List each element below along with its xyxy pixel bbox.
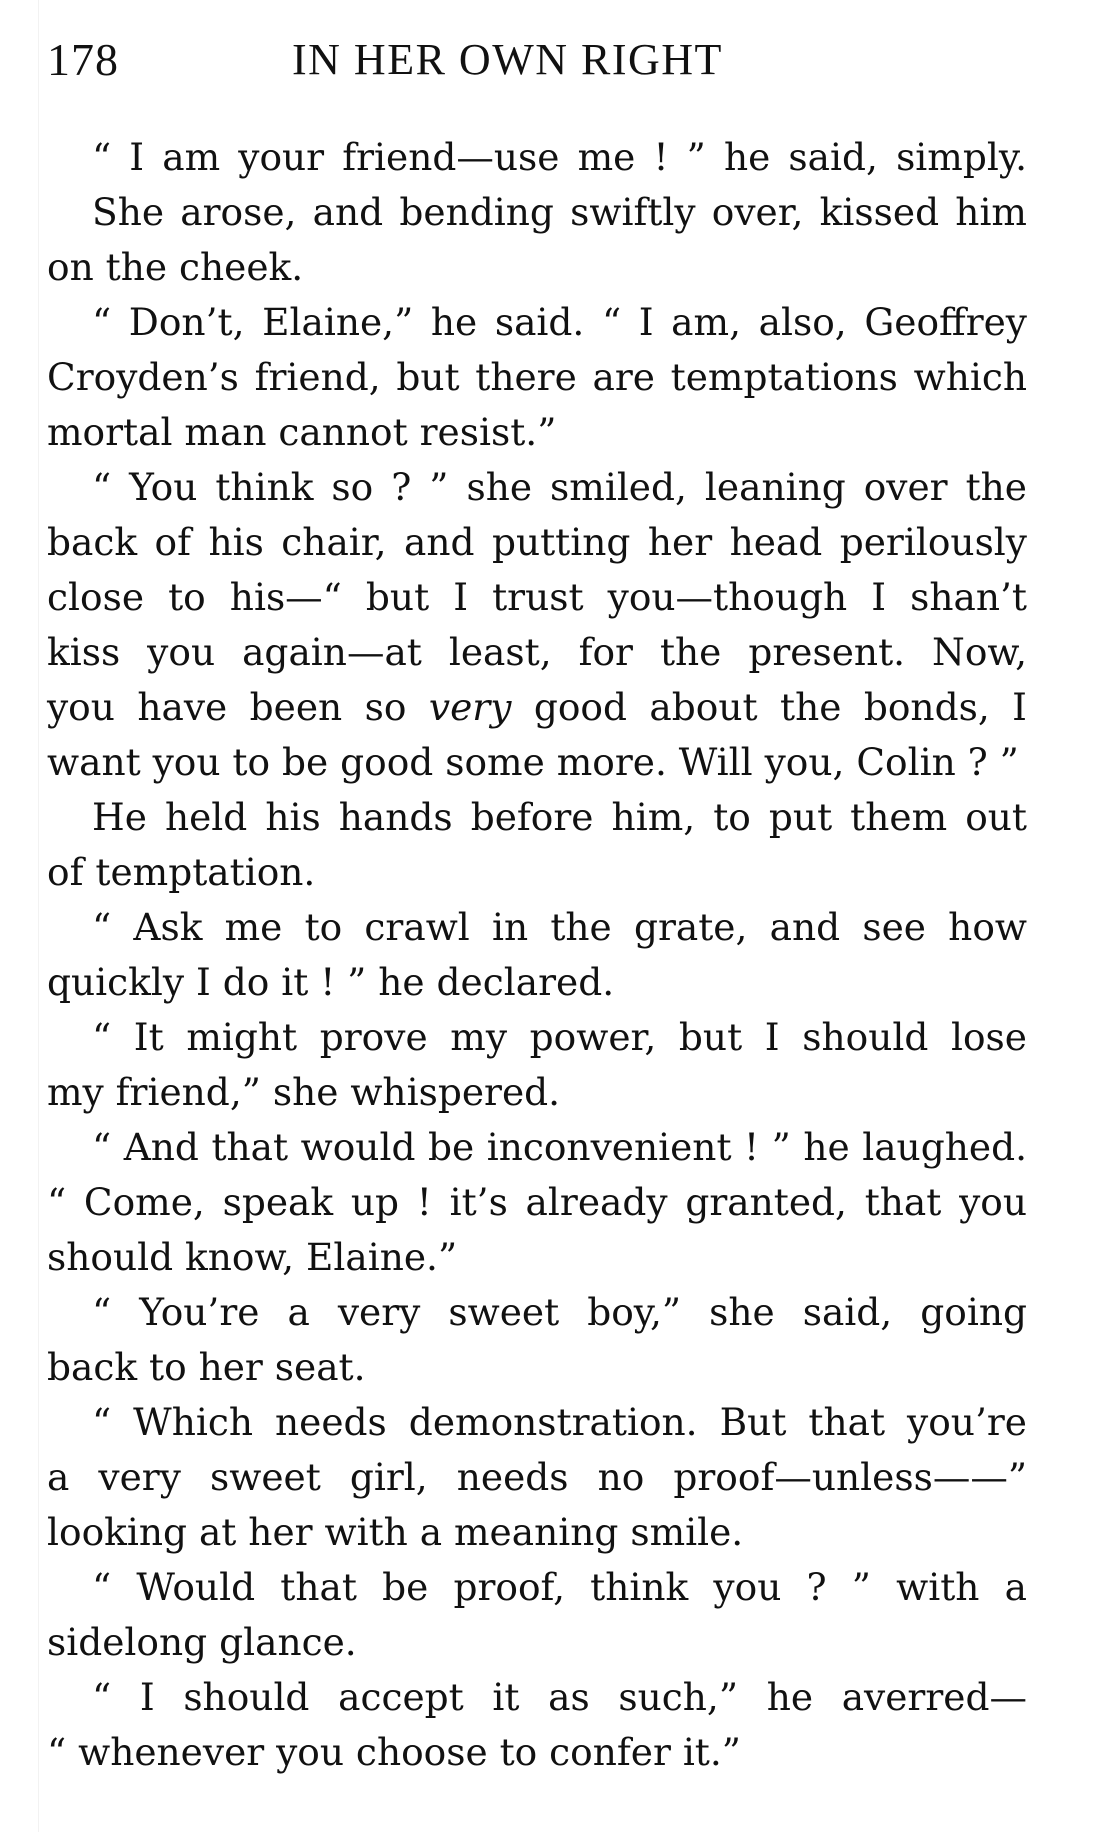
text-line: “ You’re a very sweet boy,” she said, going	[92, 1290, 1027, 1334]
text-line: you have been so very good about the bonds, I	[47, 685, 1027, 729]
text-line: “ You think so ? ” she smiled, leaning over the	[92, 465, 1027, 509]
text-line: “ Don’t, Elaine,” he said. “ I am, also, Geoffrey	[92, 300, 1027, 344]
text-line: She arose, and bending swiftly over, kissed him	[92, 190, 1027, 234]
text-line: looking at her with a meaning smile.	[47, 1510, 744, 1554]
page-edge-shadow	[38, 0, 39, 1832]
text-line: “ It might prove my power, but I should lose	[92, 1015, 1027, 1059]
text-line: “ Come, speak up ! it’s already granted, that you	[47, 1180, 1027, 1224]
page-number: 178	[47, 34, 119, 85]
text-line: “ I should accept it as such,” he averred—	[92, 1675, 1027, 1719]
text-line: back to her seat.	[47, 1345, 366, 1389]
text-line: of temptation.	[47, 850, 316, 894]
text-line: “ Would that be proof, think you ? ” with a	[92, 1565, 1027, 1609]
text-line: a very sweet girl, needs no proof—unless——”	[47, 1455, 1027, 1499]
page-header	[47, 30, 1027, 90]
text-line: “ Which needs demonstration. But that you’re	[92, 1400, 1027, 1444]
text-line: kiss you again—at least, for the present. Now,	[47, 630, 1027, 674]
text-line: my friend,” she whispered.	[47, 1070, 561, 1114]
text-line: sidelong glance.	[47, 1620, 357, 1664]
text-line: should know, Elaine.”	[47, 1235, 458, 1279]
text-line: Croyden’s friend, but there are temptations which	[47, 355, 1027, 399]
text-line: He held his hands before him, to put them out	[92, 795, 1027, 839]
text-line: on the cheek.	[47, 245, 304, 289]
text-line: mortal man cannot resist.”	[47, 410, 557, 454]
running-title: IN HER OWN RIGHT	[292, 35, 723, 84]
text-line: “ whenever you choose to confer it.”	[47, 1730, 741, 1774]
text-line: back of his chair, and putting her head perilously	[47, 520, 1027, 564]
text-line: “ And that would be inconvenient ! ” he laughed.	[92, 1125, 1027, 1169]
text-line: “ Ask me to crawl in the grate, and see how	[92, 905, 1027, 949]
text-line: quickly I do it ! ” he declared.	[47, 960, 615, 1004]
text-line: want you to be good some more. Will you, Colin ? ”	[47, 740, 1019, 784]
emphasized-word: very	[428, 685, 512, 729]
text-line: “ I am your friend—use me ! ” he said, simply.	[92, 135, 1027, 179]
body-text	[47, 130, 1027, 1780]
text-line: close to his—“ but I trust you—though I shan’t	[47, 575, 1027, 619]
